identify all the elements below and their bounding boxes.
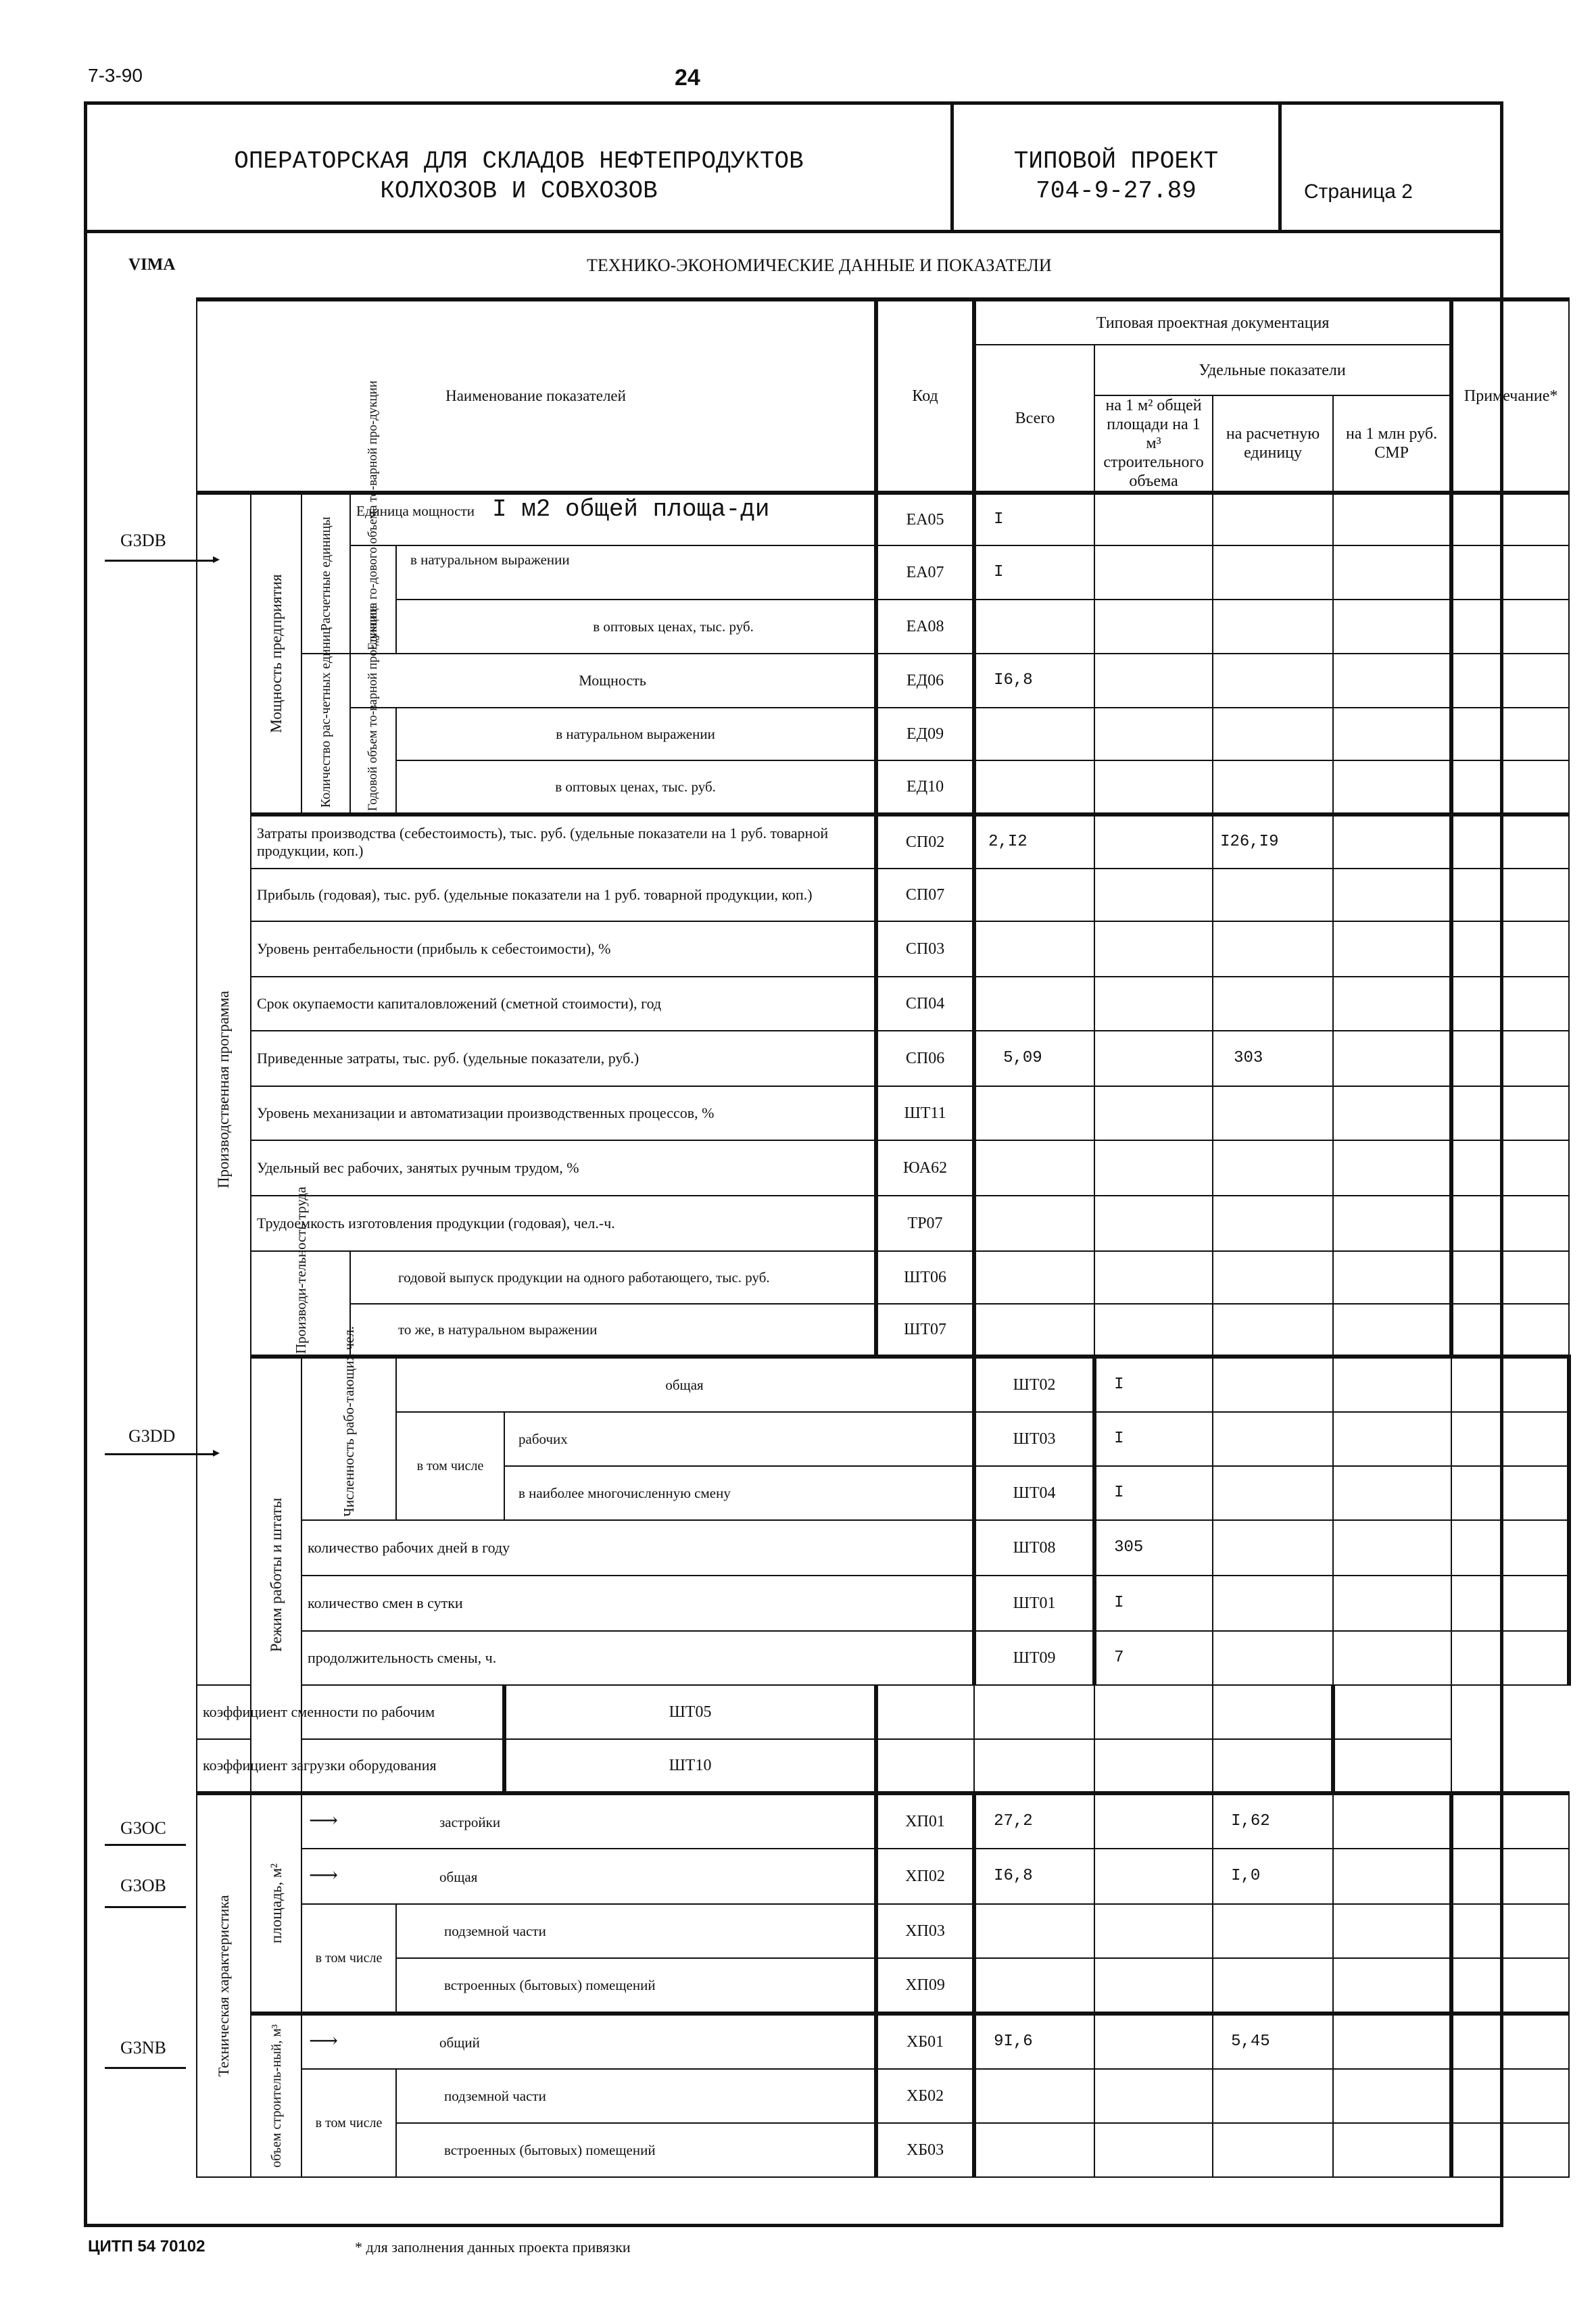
cell (1451, 1140, 1569, 1196)
cell (1094, 1958, 1213, 2014)
row-sht05-code: ШТ05 (504, 1685, 876, 1739)
row-sht10-label: коэффициент загрузки оборудования (197, 1739, 504, 1793)
row-sht03-label: рабочих (504, 1412, 974, 1466)
row-hb02-code: ХБ02 (876, 2069, 974, 2123)
cell (1094, 1685, 1213, 1739)
cell (1213, 1357, 1333, 1412)
section-title: ТЕХНИКО-ЭКОНОМИЧЕСКИЕ ДАННЫЕ И ПОКАЗАТЕЛИ (587, 255, 1052, 275)
project-label: ТИПОВОЙ ПРОЕКТ (1013, 147, 1219, 175)
group-volume: объем строитель-ный, м³ (251, 2014, 301, 2177)
cell (1333, 1576, 1451, 1631)
margin-line (105, 1844, 186, 1846)
cell (1451, 1304, 1569, 1357)
page-number: 24 (675, 65, 700, 91)
cell (1333, 760, 1451, 814)
row-hp02-code: ХП02 (876, 1849, 974, 1904)
cell (1451, 2123, 1569, 2177)
cell (1213, 1251, 1333, 1304)
cell (1333, 1031, 1451, 1086)
cell (1213, 760, 1333, 814)
margin-mark-g3db: G3DB (120, 531, 166, 550)
row-ed10-total (974, 760, 1094, 814)
cell (1451, 1466, 1569, 1520)
cell (1094, 708, 1213, 760)
row-yua62-label: Удельный вес рабочих, занятых ручным трудом, % (251, 1140, 876, 1196)
row-hb01-label: ⟶ общий (301, 2014, 876, 2069)
margin-mark-g3ob: G3OB (120, 1876, 166, 1895)
cell (1213, 1412, 1333, 1466)
row-yua62-code: ЮА62 (876, 1140, 974, 1196)
cell (1094, 1031, 1213, 1086)
row-tr07-total (974, 1196, 1094, 1251)
row-sp04-label: Срок окупаемости капиталовложений (сметной стоимости), год (251, 977, 876, 1031)
cell (1333, 1520, 1451, 1576)
cell (1094, 814, 1213, 869)
cell (1333, 1466, 1451, 1520)
title-line-2: КОЛХОЗОВ И СОВХОЗОВ (380, 177, 658, 205)
document-number: 7-3-90 (88, 65, 143, 86)
row-sht11-label: Уровень механизации и автоматизации производственных процессов, % (251, 1086, 876, 1140)
cell (1451, 1631, 1569, 1685)
row-sht03-total: I (1094, 1412, 1213, 1466)
cell (1213, 2123, 1333, 2177)
row-sp02-total: 2,I2 (974, 814, 1094, 869)
row-sp03-code: СП03 (876, 921, 974, 977)
cell (1213, 1904, 1333, 1958)
cell (1213, 493, 1333, 545)
cell (974, 1739, 1094, 1793)
row-hb03-total (974, 2123, 1094, 2177)
cell (1333, 1357, 1451, 1412)
cell (1213, 654, 1333, 708)
cell (1451, 921, 1569, 977)
cell (1094, 654, 1213, 708)
row-sp07-label: Прибыль (годовая), тыс. руб. (удельные показатели на 1 руб. товарной продукции, коп.) (251, 869, 876, 921)
row-ea08-total (974, 600, 1094, 654)
cell (1333, 1685, 1451, 1739)
cell (1333, 869, 1451, 921)
footer-note: * для заполнения данных проекта привязки (355, 2239, 631, 2256)
cell (1451, 977, 1569, 1031)
row-hp09-label: встроенных (бытовых) помещений (396, 1958, 876, 2014)
group-count-units: Количество рас-четных единиц (301, 654, 350, 814)
title-block (84, 101, 1503, 233)
cell (1094, 1196, 1213, 1251)
row-hp03-code: ХП03 (876, 1904, 974, 1958)
row-sp02-label: Затраты производства (себестоимость), тыс. руб. (удельные показатели на 1 руб. товарной продукции, коп.) (251, 814, 876, 869)
cell (1094, 2123, 1213, 2177)
row-ed10-label: в оптовых ценах, тыс. руб. (396, 760, 876, 814)
cell (1451, 814, 1569, 869)
row-hp02-per-unit: I,0 (1213, 1849, 1333, 1904)
cell (1451, 1520, 1569, 1576)
row-sht01-label: количество смен в сутки (301, 1576, 974, 1631)
row-sp06-label: Приведенные затраты, тыс. руб. (удельные показатели, руб.) (251, 1031, 876, 1086)
group-productivity: Производи-тельность труда (251, 1251, 350, 1357)
cell (1333, 1958, 1451, 2014)
row-sht08-label: количество рабочих дней в году (301, 1520, 974, 1576)
row-sht02-total: I (1094, 1357, 1213, 1412)
row-ed06-total: I6,8 (974, 654, 1094, 708)
row-sht02-code: ШТ02 (974, 1357, 1094, 1412)
header-typical-docs: Типовая проектная документация (974, 299, 1451, 345)
row-hb03-label: встроенных (бытовых) помещений (396, 2123, 876, 2177)
row-hp02-label: ⟶ общая (301, 1849, 876, 1904)
group-area: площадь, м² (251, 1793, 301, 2014)
row-sp03-total (974, 921, 1094, 977)
cell (1451, 1849, 1569, 1904)
cell (1333, 1793, 1451, 1849)
cell (1451, 760, 1569, 814)
cell (1451, 545, 1569, 600)
cell (1451, 1196, 1569, 1251)
cell (1213, 1196, 1333, 1251)
row-hp03-label: подземной части (396, 1904, 876, 1958)
cell (1333, 1196, 1451, 1251)
cell (1451, 1251, 1569, 1304)
cell (1213, 1466, 1333, 1520)
project-number: 704-9-27.89 (1036, 177, 1196, 205)
cell (1333, 493, 1451, 545)
section-code: VIMA (128, 255, 176, 274)
row-tr07-code: ТР07 (876, 1196, 974, 1251)
header-code: Код (876, 299, 974, 493)
row-ea07-label: в натуральном выражении (396, 545, 876, 600)
cell (1094, 493, 1213, 545)
group-capacity: Мощность предприятия (251, 493, 301, 814)
cell (1333, 1904, 1451, 1958)
header-specific: Удельные показатели (1094, 345, 1451, 395)
title-cell (87, 105, 954, 230)
row-sht08-total: 305 (1094, 1520, 1213, 1576)
row-hp01-per-unit: I,62 (1213, 1793, 1333, 1849)
cell (1213, 1685, 1333, 1739)
header-name: Наименование показателей (197, 299, 876, 493)
row-sht09-code: ШТ09 (974, 1631, 1094, 1685)
cell (1333, 1631, 1451, 1685)
cell (1094, 921, 1213, 977)
row-yua62-total (974, 1140, 1094, 1196)
group-annual-volume: Годовой объем то-варной про-дукции (350, 708, 396, 814)
cell (1333, 1140, 1451, 1196)
row-sht06-label: годовой выпуск продукции на одного работающего, тыс. руб. (350, 1251, 876, 1304)
cell (1094, 760, 1213, 814)
cell (1094, 1793, 1213, 1849)
row-hb01-code: ХБ01 (876, 2014, 974, 2069)
row-sht04-total: I (1094, 1466, 1213, 1520)
cell (1333, 2123, 1451, 2177)
margin-mark-g3dd: G3DD (128, 1426, 176, 1446)
cell (1451, 493, 1569, 545)
row-ed06-code: ЕД06 (876, 654, 974, 708)
row-hp02-total: I6,8 (974, 1849, 1094, 1904)
cell (1094, 2069, 1213, 2123)
row-ea08-label: в оптовых ценах, тыс. руб. (396, 600, 876, 654)
cell (1451, 654, 1569, 708)
row-hp09-code: ХП09 (876, 1958, 974, 2014)
cell (1333, 2069, 1451, 2123)
row-sht11-total (974, 1086, 1094, 1140)
margin-mark-g3oc: G3OC (120, 1818, 166, 1838)
row-sht09-label: продолжительность смены, ч. (301, 1631, 974, 1685)
cell (1094, 545, 1213, 600)
cell (1451, 1793, 1569, 1849)
cell (1451, 1412, 1569, 1466)
cell (1333, 1739, 1451, 1793)
cell (1333, 921, 1451, 977)
margin-line (105, 2067, 186, 2069)
cell (1094, 1251, 1213, 1304)
cell (1333, 1849, 1451, 1904)
row-hp09-total (974, 1958, 1094, 2014)
header-note: Примечание* (1451, 299, 1569, 493)
cell (1333, 1412, 1451, 1466)
cell (1213, 1576, 1333, 1631)
row-sp07-code: СП07 (876, 869, 974, 921)
cell (1213, 2069, 1333, 2123)
row-tr07-label: Трудоемкость изготовления продукции (годовая), чел.-ч. (251, 1196, 876, 1251)
label-incl: в том числе (301, 2069, 396, 2177)
row-hp01-label: ⟶ застройки (301, 1793, 876, 1849)
row-sht07-label: то же, в натуральном выражении (350, 1304, 876, 1357)
row-ea07-code: ЕА07 (876, 545, 974, 600)
row-sht07-total (974, 1304, 1094, 1357)
row-sht05-label: коэффициент сменности по рабочим (197, 1685, 504, 1739)
cell (1213, 1140, 1333, 1196)
row-sht11-code: ШТ11 (876, 1086, 974, 1140)
group-unit-annual: Единица го-дового объема то-варной про-дукции (350, 545, 396, 654)
row-ed09-code: ЕД09 (876, 708, 974, 760)
cell (1451, 1958, 1569, 2014)
cell (1451, 2069, 1569, 2123)
row-sp03-label: Уровень рентабельности (прибыль к себестоимости), % (251, 921, 876, 977)
label-incl: в том числе (396, 1412, 504, 1520)
cell (1094, 1849, 1213, 1904)
row-sht10-code: ШТ10 (504, 1739, 876, 1793)
row-sp04-code: СП04 (876, 977, 974, 1031)
cell (1213, 545, 1333, 600)
cell (1333, 708, 1451, 760)
cell (1333, 545, 1451, 600)
header-per-unit: на расчетную единицу (1213, 395, 1333, 493)
row-hb02-label: подземной части (396, 2069, 876, 2123)
row-sht04-label: в наиболее многочисленную смену (504, 1466, 974, 1520)
header-per-m2: на 1 м² общей площади на 1 м³ строительного объема (1094, 395, 1213, 493)
row-hp01-total: 27,2 (974, 1793, 1094, 1849)
row-hb01-per-unit: 5,45 (1213, 2014, 1333, 2069)
row-ed09-total (974, 708, 1094, 760)
row-sht10-total (876, 1739, 974, 1793)
row-sp06-total: 5,09 (974, 1031, 1094, 1086)
row-ea05-label: Единица мощности I м2 общей площа-ди (350, 493, 876, 545)
row-hb03-code: ХБ03 (876, 2123, 974, 2177)
row-sht01-total: I (1094, 1576, 1213, 1631)
header-per-mln: на 1 млн руб. СМР (1333, 395, 1451, 493)
row-sht02-label: общая (396, 1357, 974, 1412)
page-label: Страница 2 (1304, 180, 1413, 203)
cell (1451, 1904, 1569, 1958)
cell (1333, 977, 1451, 1031)
group-tech: Техническая характеристика (197, 1793, 251, 2177)
cell (1451, 1357, 1569, 1412)
cell (1213, 1739, 1333, 1793)
indicators-table (196, 297, 1570, 2178)
row-ea05-total: I (974, 493, 1094, 545)
cell (1333, 600, 1451, 654)
cell (1094, 600, 1213, 654)
footer-code: ЦИТП 54 70102 (88, 2237, 205, 2256)
cell (1094, 869, 1213, 921)
row-hp01-code: ХП01 (876, 1793, 974, 1849)
cell (1451, 1576, 1569, 1631)
cell (1333, 654, 1451, 708)
row-sht06-code: ШТ06 (876, 1251, 974, 1304)
row-sht06-total (974, 1251, 1094, 1304)
row-sht03-code: ШТ03 (974, 1412, 1094, 1466)
margin-line (105, 1906, 186, 1908)
cell (1213, 977, 1333, 1031)
row-sp02-per-unit: I26,I9 (1213, 814, 1333, 869)
row-ed06-label: Мощность (350, 654, 876, 708)
row-ea08-code: ЕА08 (876, 600, 974, 654)
row-ed10-code: ЕД10 (876, 760, 974, 814)
cell (1333, 1251, 1451, 1304)
cell (1213, 869, 1333, 921)
header-total: Всего (974, 345, 1094, 493)
row-sht08-code: ШТ08 (974, 1520, 1094, 1576)
cell (1451, 708, 1569, 760)
margin-mark-g3nb: G3NB (120, 2038, 166, 2057)
cell (1213, 1304, 1333, 1357)
row-sp02-code: СП02 (876, 814, 974, 869)
row-sht05-total (876, 1685, 974, 1739)
cell (974, 1685, 1094, 1739)
row-sp06-code: СП06 (876, 1031, 974, 1086)
cell (1333, 2014, 1451, 2069)
cell (1451, 600, 1569, 654)
cell (1213, 708, 1333, 760)
cell (1333, 1304, 1451, 1357)
cell (1094, 1739, 1213, 1793)
cell (1094, 1086, 1213, 1140)
group-calc-units: Расчетные единицы (301, 493, 350, 654)
project-cell (954, 105, 1282, 230)
row-ed09-label: в натуральном выражении (396, 708, 876, 760)
cell (1094, 977, 1213, 1031)
row-sp04-total (974, 977, 1094, 1031)
label-incl: в том числе (301, 1904, 396, 2014)
cell (1213, 1520, 1333, 1576)
title-line-1: ОПЕРАТОРСКАЯ ДЛЯ СКЛАДОВ НЕФТЕПРОДУКТОВ (234, 147, 804, 175)
cell (1213, 1958, 1333, 2014)
row-sht07-code: ШТ07 (876, 1304, 974, 1357)
group-workers: Численность рабо-тающих чел. (301, 1357, 396, 1520)
row-sp06-per-unit: 303 (1213, 1031, 1333, 1086)
row-hb01-total: 9I,6 (974, 2014, 1094, 2069)
cell (1213, 1086, 1333, 1140)
cell (1094, 1140, 1213, 1196)
cell (1094, 1904, 1213, 1958)
cell (1213, 921, 1333, 977)
row-sht01-code: ШТ01 (974, 1576, 1094, 1631)
row-hb02-total (974, 2069, 1094, 2123)
cell (1094, 2014, 1213, 2069)
row-sp07-total (974, 869, 1094, 921)
group-regime: Режим работы и штаты (251, 1357, 301, 1793)
row-ea07-total: I (974, 545, 1094, 600)
cell (1333, 1086, 1451, 1140)
row-sht04-code: ШТ04 (974, 1466, 1094, 1520)
cell (1213, 600, 1333, 654)
row-ea05-code: ЕА05 (876, 493, 974, 545)
cell (1451, 869, 1569, 921)
group-prod-program: Производственная программа (197, 493, 251, 1685)
row-sht09-total: 7 (1094, 1631, 1213, 1685)
row-hp03-total (974, 1904, 1094, 1958)
cell (1333, 814, 1451, 869)
cell (1451, 2014, 1569, 2069)
cell (1451, 1031, 1569, 1086)
cell (1094, 1304, 1213, 1357)
cell (1213, 1631, 1333, 1685)
cell (1451, 1086, 1569, 1140)
